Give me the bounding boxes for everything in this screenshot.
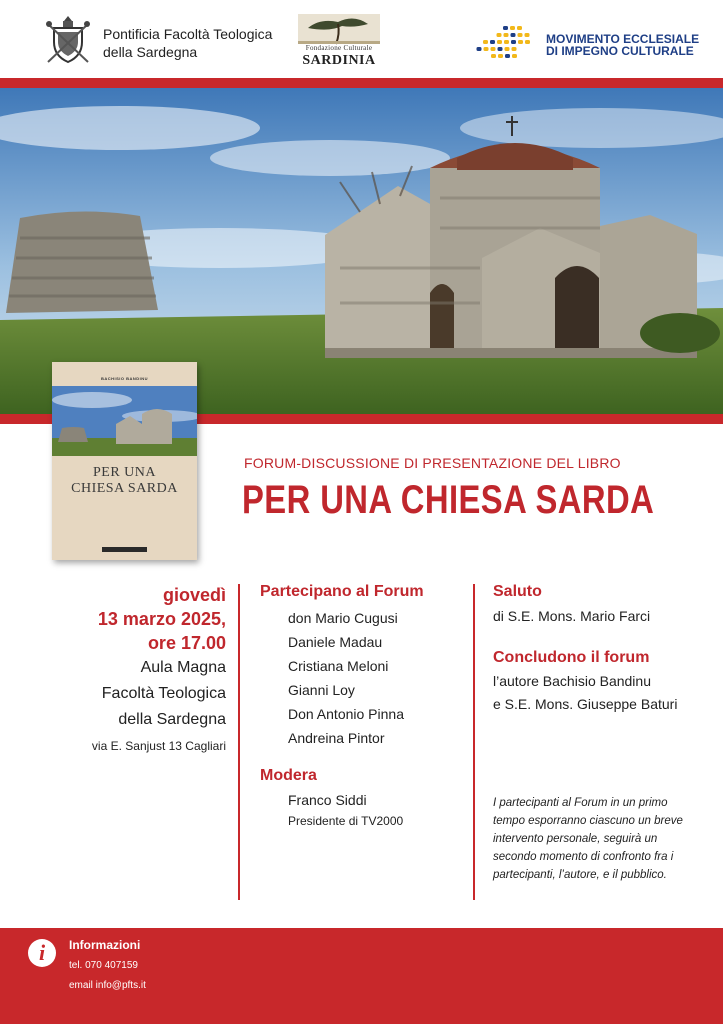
meic-dot (503, 26, 508, 30)
greeting-heading: Saluto (493, 583, 542, 600)
meic-dots-logo-icon (475, 24, 545, 60)
note-line2: tempo esporranno ciascuno un breve (493, 815, 683, 827)
event-subtitle: FORUM-DISCUSSIONE DI PRESENTAZIONE DEL LIBRO (244, 455, 621, 471)
event-time: ore 17.00 (147, 633, 226, 653)
meic-dot (518, 40, 523, 44)
meic-dot (491, 54, 496, 58)
meic-dot (477, 47, 482, 51)
meic-dot (505, 54, 510, 58)
book-author: BACHISIO BANDINU (100, 376, 149, 381)
forum-note (493, 794, 693, 884)
greeting-by: di S.E. Mons. Mario Farci (493, 608, 651, 624)
meic-line2: DI IMPEGNO CULTURALE (546, 44, 694, 58)
event-title: PER UNA CHIESA SARDA (242, 478, 655, 522)
meic-dot (512, 47, 517, 51)
meic-dot (518, 33, 523, 37)
conclusion-line1: l’autore Bachisio Bandinu (493, 673, 651, 689)
meic-dot (511, 40, 516, 44)
meic-dot (484, 47, 489, 51)
event-details (40, 583, 226, 753)
moderator-heading: Modera (260, 767, 317, 784)
book-cover (52, 362, 197, 560)
participant-name: Cristiana Meloni (288, 658, 389, 674)
meic-dot (498, 47, 503, 51)
participants-list (260, 606, 460, 750)
pft-line1: Pontificia Facoltà Teologica (103, 26, 273, 42)
meic-dot (504, 33, 509, 37)
book-title-line2: CHIESA SARDA (71, 481, 178, 496)
participant-name: don Mario Cugusi (288, 610, 398, 626)
info-email[interactable]: email info@pfts.it (69, 980, 146, 991)
event-place-line3: della Sardegna (118, 711, 226, 728)
book-title (52, 465, 197, 497)
meic-dot (490, 40, 495, 44)
sardinia-foundation-label: Fondazione Culturale (305, 44, 373, 52)
participant-name: Andreina Pintor (288, 730, 385, 746)
conclusion-line2: e S.E. Mons. Giuseppe Baturi (493, 696, 678, 712)
meic-dot (504, 40, 509, 44)
event-place-line1: Aula Magna (140, 659, 226, 676)
column-divider-left (238, 584, 240, 900)
pontifical-coat-of-arms-icon (44, 14, 92, 66)
meic-name (546, 33, 699, 57)
header (0, 0, 723, 78)
info-title: Informazioni (69, 938, 141, 952)
event-address: via E. Sanjust 13 Cagliari (91, 739, 226, 753)
note-line3: intervento personale, seguirà un (493, 833, 658, 845)
meic-dot (512, 54, 517, 58)
note-line5: partecipanti, l’autore, e il pubblico. (493, 869, 667, 881)
info-phone: tel. 070 407159 (69, 960, 138, 971)
top-red-band (0, 78, 723, 88)
note-line4: secondo momento di confronto fra i (493, 851, 674, 863)
conclusion-heading: Concludono il forum (493, 649, 650, 666)
column-divider-right (473, 584, 475, 900)
meic-dot (510, 26, 515, 30)
pft-line2: della Sardegna (103, 44, 198, 60)
meic-dot (483, 40, 488, 44)
participant-name: Don Antonio Pinna (288, 706, 404, 722)
info-icon: i (28, 939, 56, 967)
participant-name: Gianni Loy (288, 682, 355, 698)
meic-dot (491, 47, 496, 51)
event-day: giovedì (162, 585, 226, 605)
book-title-line1: PER UNA (92, 465, 156, 480)
meic-dot (517, 26, 522, 30)
meic-dot (497, 40, 502, 44)
moderator-name: Franco Siddi (288, 792, 367, 808)
book-publisher-mark (102, 547, 147, 552)
speakers-column (493, 582, 703, 881)
meic-dot (498, 54, 503, 58)
participants-column (260, 582, 460, 830)
moderator-role: Presidente di TV2000 (288, 814, 404, 828)
pft-name (103, 25, 272, 61)
meic-line1: MOVIMENTO ECCLESIALE (546, 32, 700, 46)
meic-dot (497, 33, 502, 37)
event-place-line2: Facoltà Teologica (101, 685, 226, 702)
meic-dot (525, 40, 530, 44)
sardinia-name: SARDINIA (302, 53, 376, 68)
meic-dot (525, 33, 530, 37)
event-date: 13 marzo 2025, (97, 609, 226, 629)
meic-dot (511, 33, 516, 37)
meic-dot (505, 47, 510, 51)
participant-name: Daniele Madau (288, 634, 383, 650)
book-cover-photo (52, 386, 197, 456)
participants-heading: Partecipano al Forum (260, 583, 424, 600)
note-line1: I partecipanti al Forum in un primo (493, 797, 668, 809)
